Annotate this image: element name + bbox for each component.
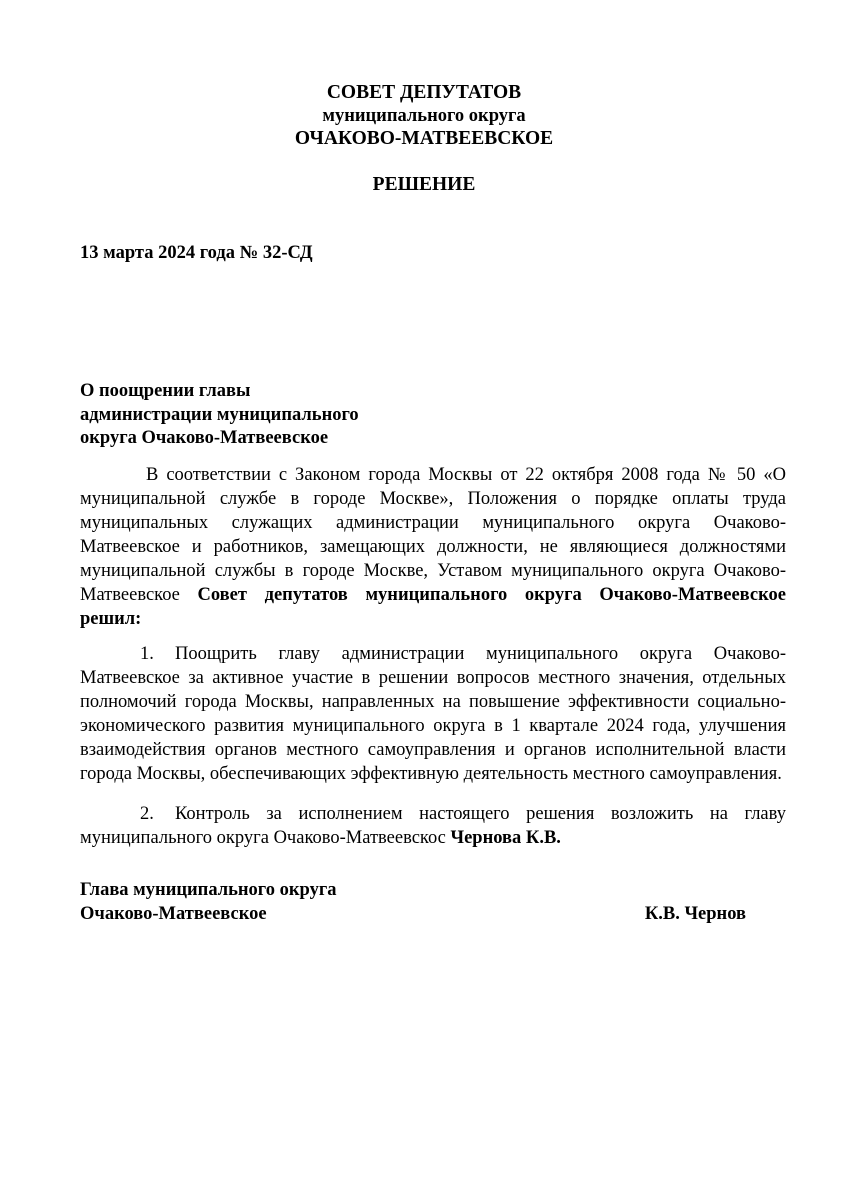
responsible-person: Чернова К.В. (450, 828, 561, 848)
subject-line-2: администрации муниципального (80, 405, 359, 425)
council-title: СОВЕТ ДЕПУТАТОВ (326, 82, 522, 103)
date-and-number: 13 марта 2024 года № 32-СД (80, 243, 313, 263)
preamble-resolution: Совет депутатов муниципального округа Очаково-Матвеевское решил: (80, 585, 786, 629)
item-text: Контроль за исполнением настоящего решения возложить на главу муниципального округа Очаково-Матвеевскос (80, 804, 786, 848)
signatory-name: К.В. Чернов (644, 904, 746, 924)
decision-item-2 (80, 802, 786, 850)
district-label: муниципального округа (322, 106, 526, 126)
decision-item-1 (80, 642, 786, 786)
preamble-paragraph (80, 463, 786, 631)
item-number: 1. (140, 644, 154, 664)
subject-line-3: округа Очаково-Матвеевское (80, 428, 329, 448)
preamble-text: В соответствии с Законом города Москвы от 22 октября 2008 года № 50 «О муниципальной службе в городе Москве», Положения о порядке оплаты труда муниципальных служащих администрации муниципального округа Очаково-Матвеевское и работников, замещающих должности, не являющиеся должностями муниципальной службы в городе Москве, Уставом муниципального округа Очаково-Матвеевское (80, 465, 786, 605)
district-name: ОЧАКОВО-МАТВЕЕВСКОЕ (294, 128, 554, 149)
subject-line-1: О поощрении главы (80, 381, 251, 401)
signatory-title-line-1: Глава муниципального округа (80, 880, 337, 900)
signatory-title-line-2: Очаково-Матвеевское (80, 904, 267, 924)
item-text: Поощрить главу администрации муниципального округа Очаково-Матвеевское за активное участие в решении вопросов местного значения, отдельных полномочий города Москвы, направленных на повышение эффективности социально-экономического развития муниципального округа в 1 квартале 2024 года, улучшения взаимодействия органов местного самоуправления и органов исполнительной власти города Москвы, обеспечивающих эффективную деятельность местного самоуправления. (80, 644, 786, 784)
item-number: 2. (140, 804, 154, 824)
document-type: РЕШЕНИЕ (372, 174, 476, 195)
